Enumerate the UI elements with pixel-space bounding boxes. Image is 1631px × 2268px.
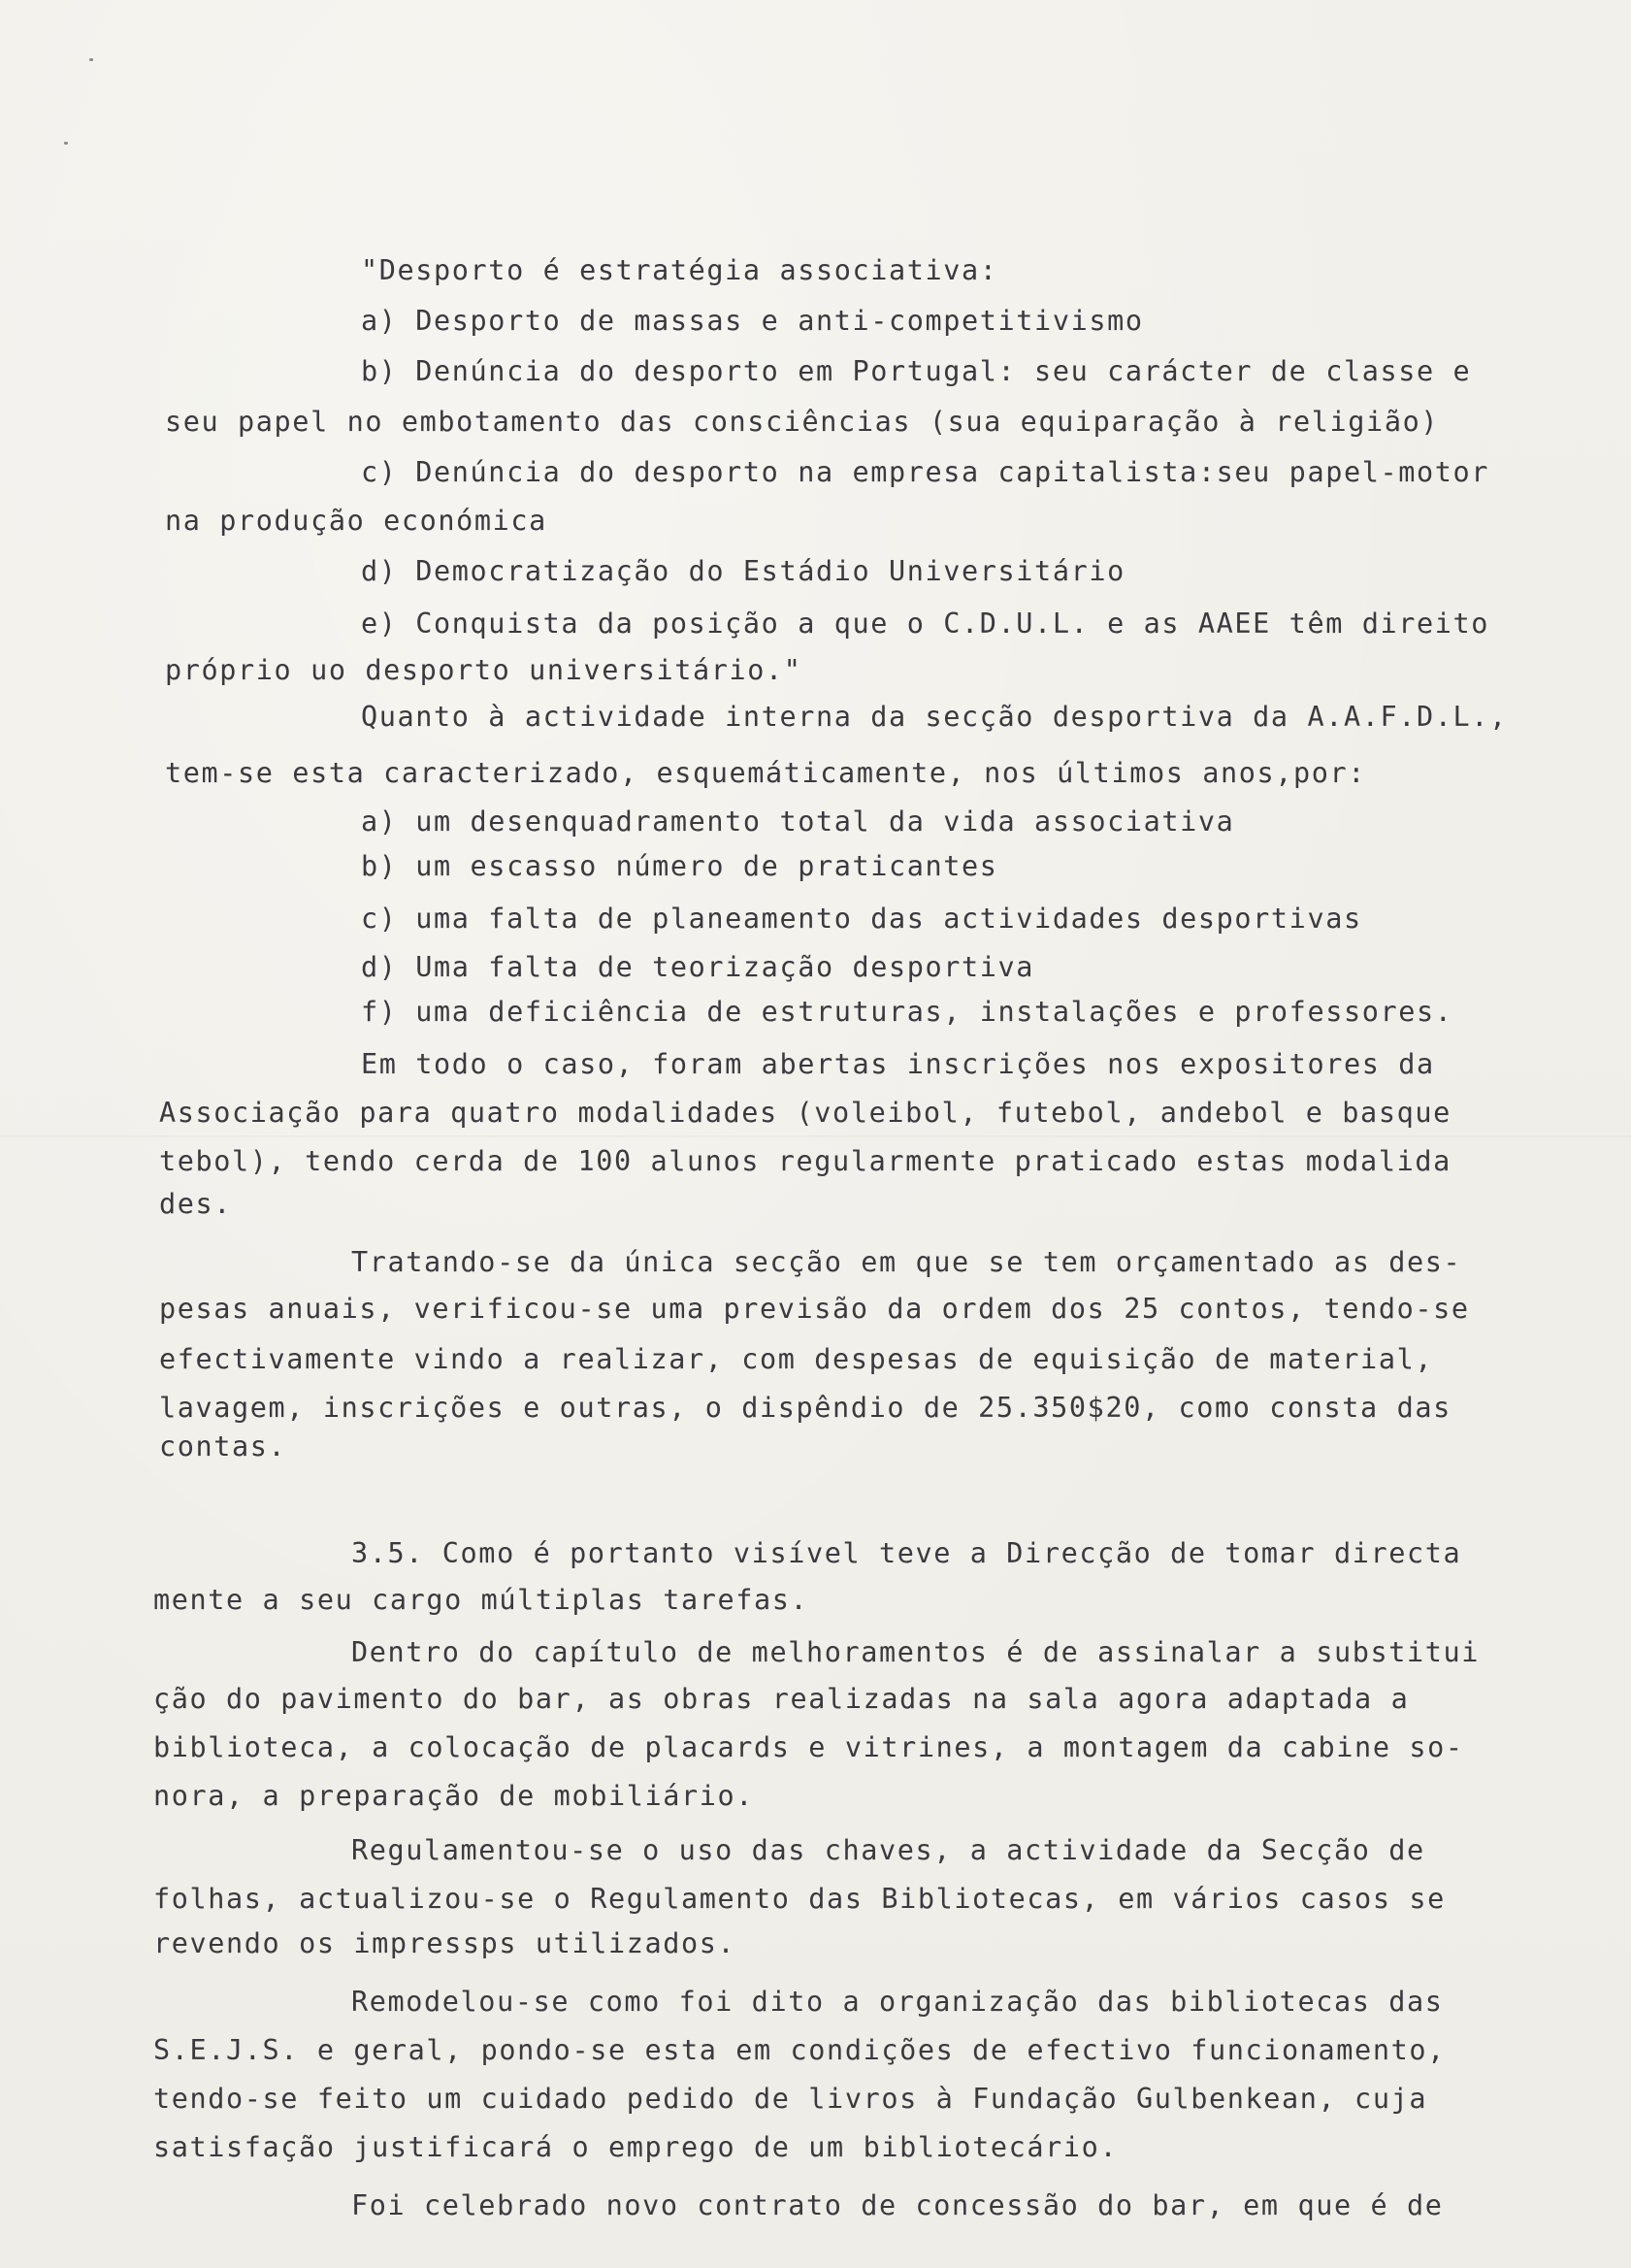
text-line: seu papel no embotamento das consciências (sua equiparação à religião) [165, 406, 1440, 438]
text-line: folhas, actualizou-se o Regulamento das Bibliotecas, em vários casos se [153, 1883, 1446, 1915]
text-line: Quanto à actividade interna da secção desportiva da A.A.F.D.L., [361, 701, 1508, 733]
text-line: contas. [159, 1430, 287, 1463]
text-line: b) Denúncia do desporto em Portugal: seu carácter de classe e [361, 355, 1472, 387]
text-line: Associação para quatro modalidades (voleibol, futebol, andebol e basque [159, 1097, 1452, 1129]
text-line: biblioteca, a colocação de placards e vitrines, a montagem da cabine so- [153, 1731, 1464, 1763]
text-line: a) Desporto de massas e anti-competitivismo [361, 305, 1144, 337]
paper-speck [64, 142, 68, 145]
text-line: c) uma falta de planeamento das actividades desportivas [361, 903, 1362, 935]
text-line: mente a seu cargo múltiplas tarefas. [153, 1584, 809, 1616]
text-line: na produção económica [165, 505, 547, 537]
text-line: Regulamentou-se o uso das chaves, a actividade da Secção de [351, 1834, 1425, 1866]
paper-fold [0, 1135, 1631, 1138]
text-line: d) Uma falta de teorização desportiva [361, 951, 1035, 983]
text-line: lavagem, inscrições e outras, o dispêndio de 25.350$20, como consta das [159, 1392, 1452, 1424]
text-line: c) Denúncia do desporto na empresa capitalista:seu papel-motor [361, 456, 1490, 488]
text-line: tebol), tendo cerda de 100 alunos regularmente praticado estas modalida [159, 1145, 1452, 1177]
text-line: próprio uo desporto universitário." [165, 654, 802, 686]
text-line: tendo-se feito um cuidado pedido de livros à Fundação Gulbenkean, cuja [153, 2083, 1428, 2115]
text-line: Dentro do capítulo de melhoramentos é de assinalar a substitui [351, 1636, 1481, 1668]
text-line: nora, a preparação de mobiliário. [153, 1780, 755, 1812]
text-line: efectivamente vindo a realizar, com despesas de equisição de material, [159, 1343, 1434, 1375]
text-line: tem-se esta caracterizado, esquemáticamente, nos últimos anos,por: [165, 757, 1367, 789]
paper-speck [89, 58, 93, 61]
text-line: pesas anuais, verificou-se uma previsão da ordem dos 25 contos, tendo-se [159, 1293, 1470, 1325]
text-line: satisfação justificará o emprego de um bibliotecário. [153, 2131, 1119, 2163]
text-line: b) um escasso número de praticantes [361, 850, 998, 882]
text-line: Tratando-se da única secção em que se tem orçamentado as des- [351, 1246, 1462, 1278]
text-line: revendo os impressps utilizados. [153, 1927, 736, 1959]
text-line: e) Conquista da posição a que o C.D.U.L. e as AAEE têm direito [361, 608, 1490, 640]
text-line: "Desporto é estratégia associativa: [361, 254, 998, 286]
text-line: d) Democratização do Estádio Universitário [361, 555, 1125, 587]
text-line: S.E.J.S. e geral, pondo-se esta em condições de efectivo funcionamento, [153, 2034, 1446, 2066]
section-heading: 3.5. Como é portanto visível teve a Direcção de tomar directa [351, 1537, 1462, 1569]
text-line: Remodelou-se como foi dito a organização das bibliotecas das [351, 1986, 1444, 2018]
text-line: Em todo o caso, foram abertas inscrições nos expositores da [361, 1048, 1435, 1080]
text-line: Foi celebrado novo contrato de concessão do bar, em que é de [351, 2189, 1444, 2221]
text-line: f) uma deficiência de estruturas, instalações e professores. [361, 996, 1453, 1028]
text-line: ção do pavimento do bar, as obras realizadas na sala agora adaptada a [153, 1683, 1410, 1715]
text-line: des. [159, 1188, 233, 1220]
text-line: a) um desenquadramento total da vida associativa [361, 805, 1235, 838]
